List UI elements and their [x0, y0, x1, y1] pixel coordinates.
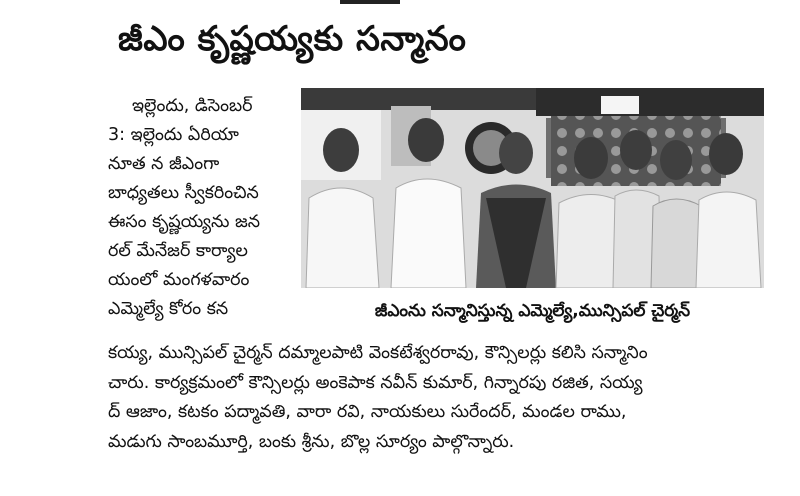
story-line: ఎమ్మెల్యే కోరం కన: [108, 299, 229, 319]
photo-illustration: [301, 88, 764, 288]
story-column-left: [108, 92, 298, 324]
headline: జీఎం కృష్ణయ్యకు సన్మానం: [118, 19, 467, 59]
photo-block: [301, 88, 764, 333]
story-column-bottom: [108, 339, 768, 457]
story-line: 3: ఇల్లెందు ఏరియా: [108, 125, 239, 145]
story-line: రల్ మేనేజర్ కార్యాల: [108, 241, 248, 261]
story-line: బాధ్యతలు స్వీకరించిన: [108, 183, 259, 203]
story-line: ఈసం కృష్ణయ్యను జన: [108, 212, 261, 232]
story-line: కయ్య, మున్సిపల్ చైర్మన్ దమ్మాలపాటి వెంకటేశ్వరరావు, కౌన్సిలర్లు కలిసి సన్మానిం: [108, 343, 648, 363]
story-line: నూత న జీఎంగా: [108, 154, 220, 174]
story-line: మడుగు సాంబమూర్తి, బంకు శ్రీను, బొల్ల సూర్యం పాల్గొన్నారు.: [108, 431, 515, 452]
clipping-edge: [340, 0, 400, 4]
photo-caption: జీఎంను సన్మానిస్తున్న ఎమ్మెల్యే,మున్సిపల్ చైర్మన్: [301, 292, 764, 330]
story-line: ద్ ఆజాం, కటకం పద్మావతి, వారా రవి, నాయకులు సురేందర్, మండల రాము,: [108, 402, 627, 422]
story-line: యంలో మంగళవారం: [108, 270, 250, 290]
story-line: ఇల్లెందు, డిసెంబర్: [132, 96, 253, 116]
story-line: చారు. కార్యక్రమంలో కౌన్సిలర్లు అంకెపాక నవీన్ కుమార్, గిన్నారపు రజిత, సయ్య: [108, 372, 643, 393]
news-photo: [301, 88, 764, 288]
